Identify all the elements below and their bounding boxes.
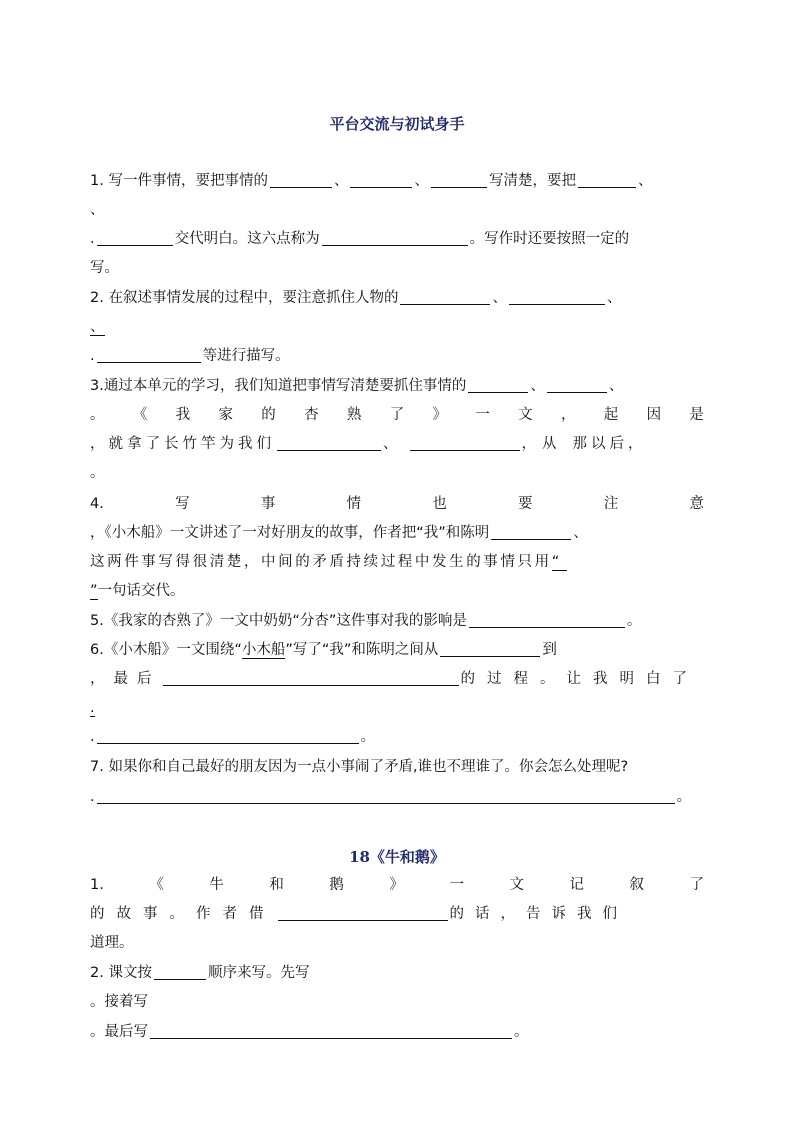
answer-blank[interactable] xyxy=(150,1022,512,1039)
question-6-line-3: . xyxy=(90,700,95,716)
answer-blank[interactable] xyxy=(278,904,448,921)
answer-blank[interactable] xyxy=(578,171,636,188)
question-1-line-2: 、 xyxy=(90,202,105,218)
answer-blank[interactable] xyxy=(547,376,607,393)
section2-question-1-line-3: 道理。 xyxy=(90,935,134,951)
answer-blank[interactable] xyxy=(97,727,359,744)
section2-question-2-line-1: 2. 课文按 顺序来写。先写 xyxy=(90,965,310,981)
answer-blank[interactable] xyxy=(410,434,520,451)
answer-blank[interactable] xyxy=(154,963,206,980)
section2-question-1-line-1: 1. 《 牛 和 鹅 》 一 文 记 叙 了 xyxy=(90,877,704,893)
question-3-line-4: 。 xyxy=(90,465,105,481)
answer-blank[interactable] xyxy=(97,229,173,246)
answer-blank[interactable] xyxy=(97,787,675,804)
question-1-line-4: 写。 xyxy=(90,260,119,276)
answer-blank[interactable] xyxy=(163,669,459,686)
section2-question-2-line-2: 。接着写 xyxy=(90,994,148,1010)
question-2-line-2: 、 xyxy=(90,319,105,335)
question-3-line-2: 。 《 我 家 的 杏 熟 了 》 一 文 ， 起 因 是 xyxy=(90,407,704,423)
question-3-line-3: ，就拿了长竹竿为我们 、 ，从 那以后， xyxy=(90,436,647,452)
question-4-line-4: ”一句话交代。 xyxy=(90,583,185,599)
answer-blank[interactable] xyxy=(431,171,487,188)
answer-blank[interactable] xyxy=(270,171,332,188)
answer-blank[interactable] xyxy=(277,434,381,451)
question-4-line-2: ，《小木船》一文讲述了一对好朋友的故事，作者把“我”和陈明 、 xyxy=(90,525,588,541)
answer-blank[interactable] xyxy=(97,346,201,363)
question-6-line-4: . 。 xyxy=(90,729,376,745)
question-4-line-3: 这两件事写得很清楚，中间的矛盾持续过程中发生的事情只用“ xyxy=(90,551,704,573)
answer-blank[interactable] xyxy=(469,611,625,628)
answer-blank[interactable] xyxy=(350,171,412,188)
section-title: 平台交流与初试身手 xyxy=(329,115,465,133)
question-7-line-1: 7. 如果你和自己最好的朋友因为一点小事闹了矛盾,谁也不理谁了。你会怎么处理呢? xyxy=(90,759,629,775)
answer-blank[interactable] xyxy=(400,288,490,305)
section-title-18: 18《牛和鹅》 xyxy=(349,848,445,866)
question-4-line-1: 4. 写 事 情 也 要 注 意 xyxy=(90,496,704,512)
answer-blank[interactable] xyxy=(322,229,468,246)
question-7-line-2: . 。 xyxy=(90,789,692,805)
question-6-line-2: ，最后 的过程。让我明白了 xyxy=(90,671,699,687)
question-1-line-1: 1. 写一件事情，要把事情的 、 、 写清楚，要把 、 xyxy=(90,173,653,189)
question-2-line-3: . 等进行描写。 xyxy=(90,348,290,364)
section2-question-1-line-2: 的故事。作者借 的话，告诉我们 xyxy=(90,906,628,922)
answer-blank[interactable] xyxy=(509,288,605,305)
question-5: 5.《我家的杏熟了》一文中奶奶“分杏”这件事对我的影响是 。 xyxy=(90,613,642,629)
answer-blank[interactable] xyxy=(440,640,540,657)
answer-blank[interactable] xyxy=(468,376,528,393)
question-1-line-3: . 交代明白。这六点称为 。写作时还要按照一定的 xyxy=(90,231,630,247)
question-2-line-1: 2. 在叙述事情发展的过程中，要注意抓住人物的 、 、 xyxy=(90,290,622,306)
section2-question-2-line-3: 。最后写 。 xyxy=(90,1024,529,1040)
question-3-line-1: 3.通过本单元的学习，我们知道把事情写清楚要抓住事情的 、 、 xyxy=(90,378,624,394)
answer-blank[interactable] xyxy=(491,523,571,540)
question-6-line-1: 6.《小木船》一文围绕“小木船”写了“我”和陈明之间从 到 xyxy=(90,642,557,658)
